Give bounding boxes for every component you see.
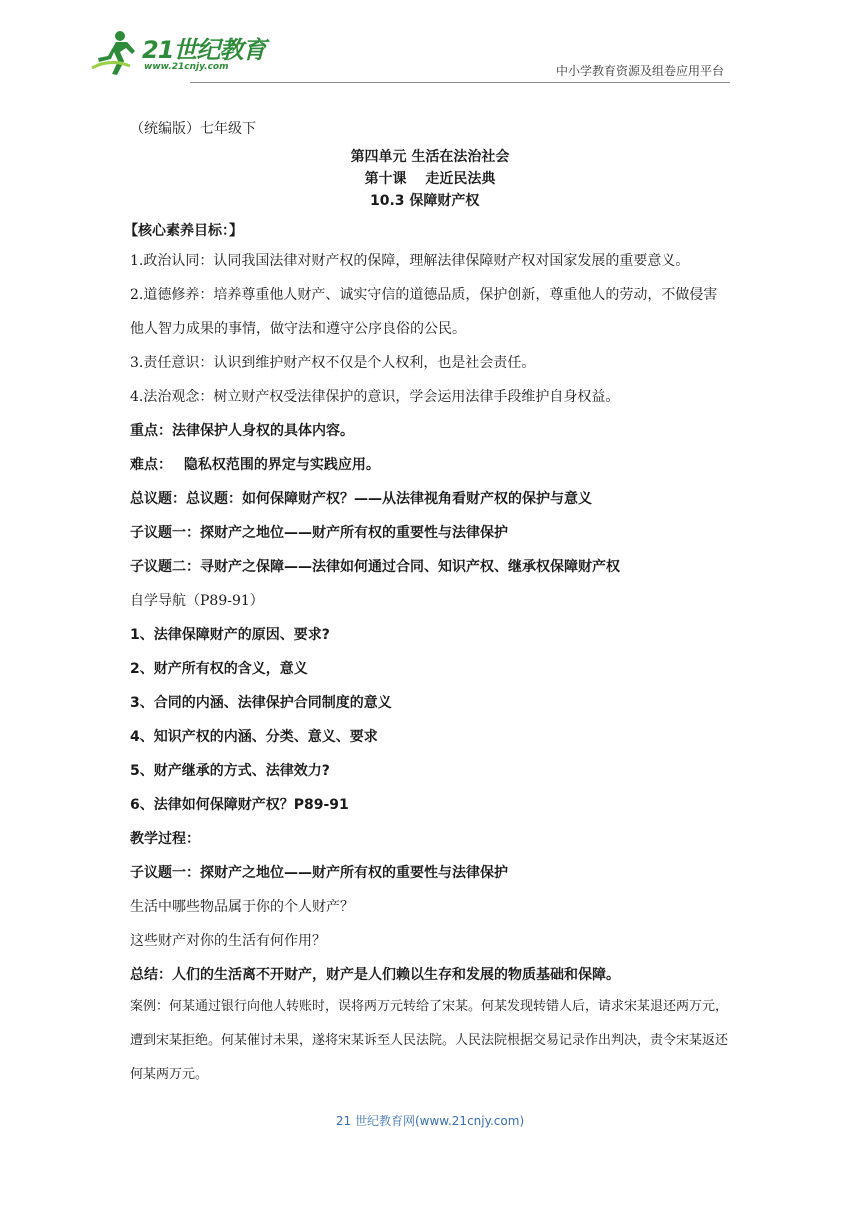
teaching-process-heading: 教学过程：: [130, 831, 200, 847]
platform-name: 中小学教育资源及组卷应用平台: [555, 64, 724, 78]
case-text: 案例：何某通过银行向他人转账时，误将两万元转给了宋某。何某发现转错人后，请求宋某退还两万元，遭到宋某拒绝。何某催讨未果，遂将宋某诉至人民法院。人民法院根据交易记录作出判决，责令宋某返还何某两万元。: [130, 999, 729, 1082]
main-topic: 总议题：总议题：如何保障财产权？——从法律视角看财产权的保护与意义: [130, 491, 592, 507]
study-question: 5、财产继承的方式、法律效力?: [130, 763, 330, 779]
running-man-icon: [90, 28, 142, 78]
edition-label: （统编版）七年级下: [130, 121, 256, 137]
goal-item: 4.法治观念：树立财产权受法律保护的意识，学会运用法律手段维护自身权益。: [130, 389, 620, 405]
discussion-question: 生活中哪些物品属于你的个人财产？: [130, 899, 354, 915]
study-question: 1、法律保障财产的原因、要求?: [130, 627, 330, 643]
study-question: 2、财产所有权的含义，意义: [130, 661, 308, 677]
unit-title: 第四单元 生活在法治社会: [350, 149, 510, 165]
goal-item: 3.责任意识：认识到维护财产权不仅是个人权利，也是社会责任。: [130, 355, 536, 371]
goal-item: 2.道德修养：培养尊重他人财产、诚实守信的道德品质，保护创新，尊重他人的劳动，不做侵害他人智力成果的事情，做守法和遵守公序良俗的公民。: [130, 287, 718, 337]
study-question: 3、合同的内涵、法律保护合同制度的意义: [130, 695, 392, 711]
discussion-question: 这些财产对你的生活有何作用？: [130, 933, 326, 949]
goal-item: 1.政治认同：认同我国法律对财产权的保障，理解法律保障财产权对国家发展的重要意义。: [130, 253, 690, 269]
logo-text: 21世纪教育: [142, 36, 266, 64]
page-header: [90, 28, 730, 84]
section-title: 10.3 保障财产权: [370, 193, 480, 209]
self-study-heading: 自学导航（P89-91）: [130, 593, 264, 609]
study-question: 4、知识产权的内涵、分类、意义、要求: [130, 729, 378, 745]
sub-topic-one: 子议题一：探财产之地位——财产所有权的重要性与法律保护: [130, 525, 508, 541]
logo-url: www.21cnjy.com: [144, 62, 229, 72]
summary-text: 总结：人们的生活离不开财产，财产是人们赖以生存和发展的物质基础和保障。: [130, 967, 620, 983]
logo: [90, 28, 270, 78]
core-goals-heading: 【核心素养目标：】: [124, 223, 243, 239]
study-question: 6、法律如何保障财产权？P89-91: [130, 797, 349, 813]
lesson-title: 第十课 走近民法典: [364, 171, 496, 187]
key-point: 重点：法律保护人身权的具体内容。: [130, 423, 354, 439]
difficulty-point: 难点： 隐私权范围的界定与实践应用。: [130, 457, 380, 473]
sub-topic-two: 子议题二：寻财产之保障——法律如何通过合同、知识产权、继承权保障财产权: [130, 559, 620, 575]
process-sub-topic: 子议题一：探财产之地位——财产所有权的重要性与法律保护: [130, 865, 508, 881]
header-divider: [190, 82, 730, 83]
page-footer: 21 世纪教育网(www.21cnjy.com): [335, 1114, 525, 1128]
